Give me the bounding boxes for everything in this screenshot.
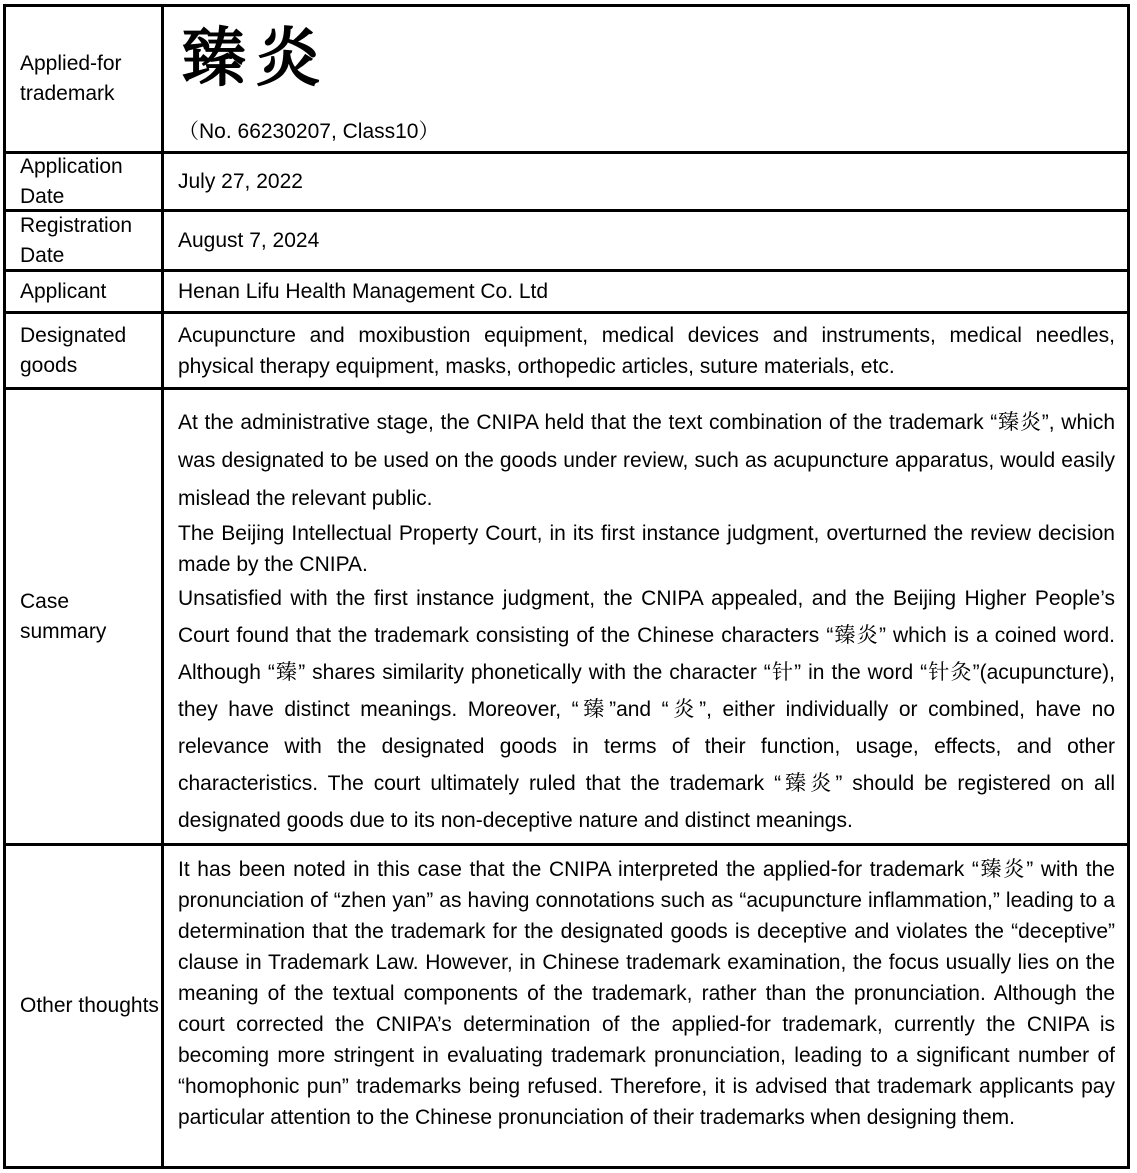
value-application-date: July 27, 2022 [178, 169, 303, 193]
trademark-cell [164, 7, 1127, 151]
row-trademark [6, 7, 1127, 154]
case-summary-paragraph: At the administrative stage, the CNIPA held that the text combination of the trademark “臻炎”, which was designated to be used on the goods under review, such as acupuncture apparatus, would easily mislead the relevant public. [178, 411, 1115, 510]
value-case-summary [164, 390, 1127, 843]
label-trademark: Applied-for trademark [6, 7, 164, 151]
trademark-logo: 臻炎 [182, 21, 330, 96]
row-case-summary [6, 390, 1127, 846]
other-thoughts-text: It has been noted in this case that the CNIPA interpreted the applied-for trademark “臻炎” with the pronunciation of “zhen yan” as having connotations such as “acupuncture inflammation,” leading to a determination that the trademark for the designated goods is deceptive and violates the “deceptive” clause in Trademark Law. However, in Chinese trademark examination, the focus usually lies on the meaning of the textual components of the trademark, rather than the pronunciation. Although the court corrected the CNIPA’s determination of the applied-for trademark, currently the CNIPA is becoming more stringent in evaluating trademark pronunciation, leading to a significant number of “homophonic pun” trademarks being refused. Therefore, it is advised that trademark applicants pay particular attention to the Chinese pronunciation of their trademarks when designing them. [178, 858, 1115, 1129]
label-application-date: Application Date [6, 154, 164, 209]
label-applicant: Applicant [6, 272, 164, 311]
label-other-thoughts: Other thoughts [6, 846, 164, 1166]
case-summary-paragraph: The Beijing Intellectual Property Court, in its first instance judgment, overturned the review decision made by the CNIPA. [178, 522, 1115, 576]
label-registration-date: Registration Date [6, 212, 164, 269]
value-other-thoughts [164, 846, 1127, 1166]
row-registration-date [6, 212, 1127, 272]
row-applicant [6, 272, 1127, 314]
value-designated-goods [164, 314, 1127, 387]
label-case-summary: Case summary [6, 390, 164, 843]
row-application-date [6, 154, 1127, 212]
case-summary-paragraph: Unsatisfied with the first instance judgment, the CNIPA appealed, and the Beijing Higher People’s Court found that the trademark consisting of the Chinese characters “臻炎” which is a coined word. Although “臻” shares similarity phonetically with the character “针” in the word “针灸”(acupuncture), they have distinct meanings. Moreover, “臻”and “炎”, either individually or combined, have no relevance with the designated goods in terms of their function, usage, effects, and other characteristics. The court ultimately ruled that the trademark “臻炎” should be registered on all designated goods due to its non-deceptive nature and distinct meanings. [178, 587, 1115, 832]
trademark-case-table [3, 4, 1130, 1169]
value-applicant: Henan Lifu Health Management Co. Ltd [178, 279, 549, 303]
value-registration-date: August 7, 2024 [178, 228, 320, 252]
trademark-number: （No. 66230207, Class10） [178, 120, 440, 143]
row-other-thoughts [6, 846, 1127, 1166]
label-designated-goods: Designated goods [6, 314, 164, 387]
designated-goods-text: Acupuncture and moxibustion equipment, medical devices and instruments, medical needles, physical therapy equipment, masks, orthopedic articles, suture materials, etc. [178, 323, 1115, 378]
row-designated-goods [6, 314, 1127, 390]
